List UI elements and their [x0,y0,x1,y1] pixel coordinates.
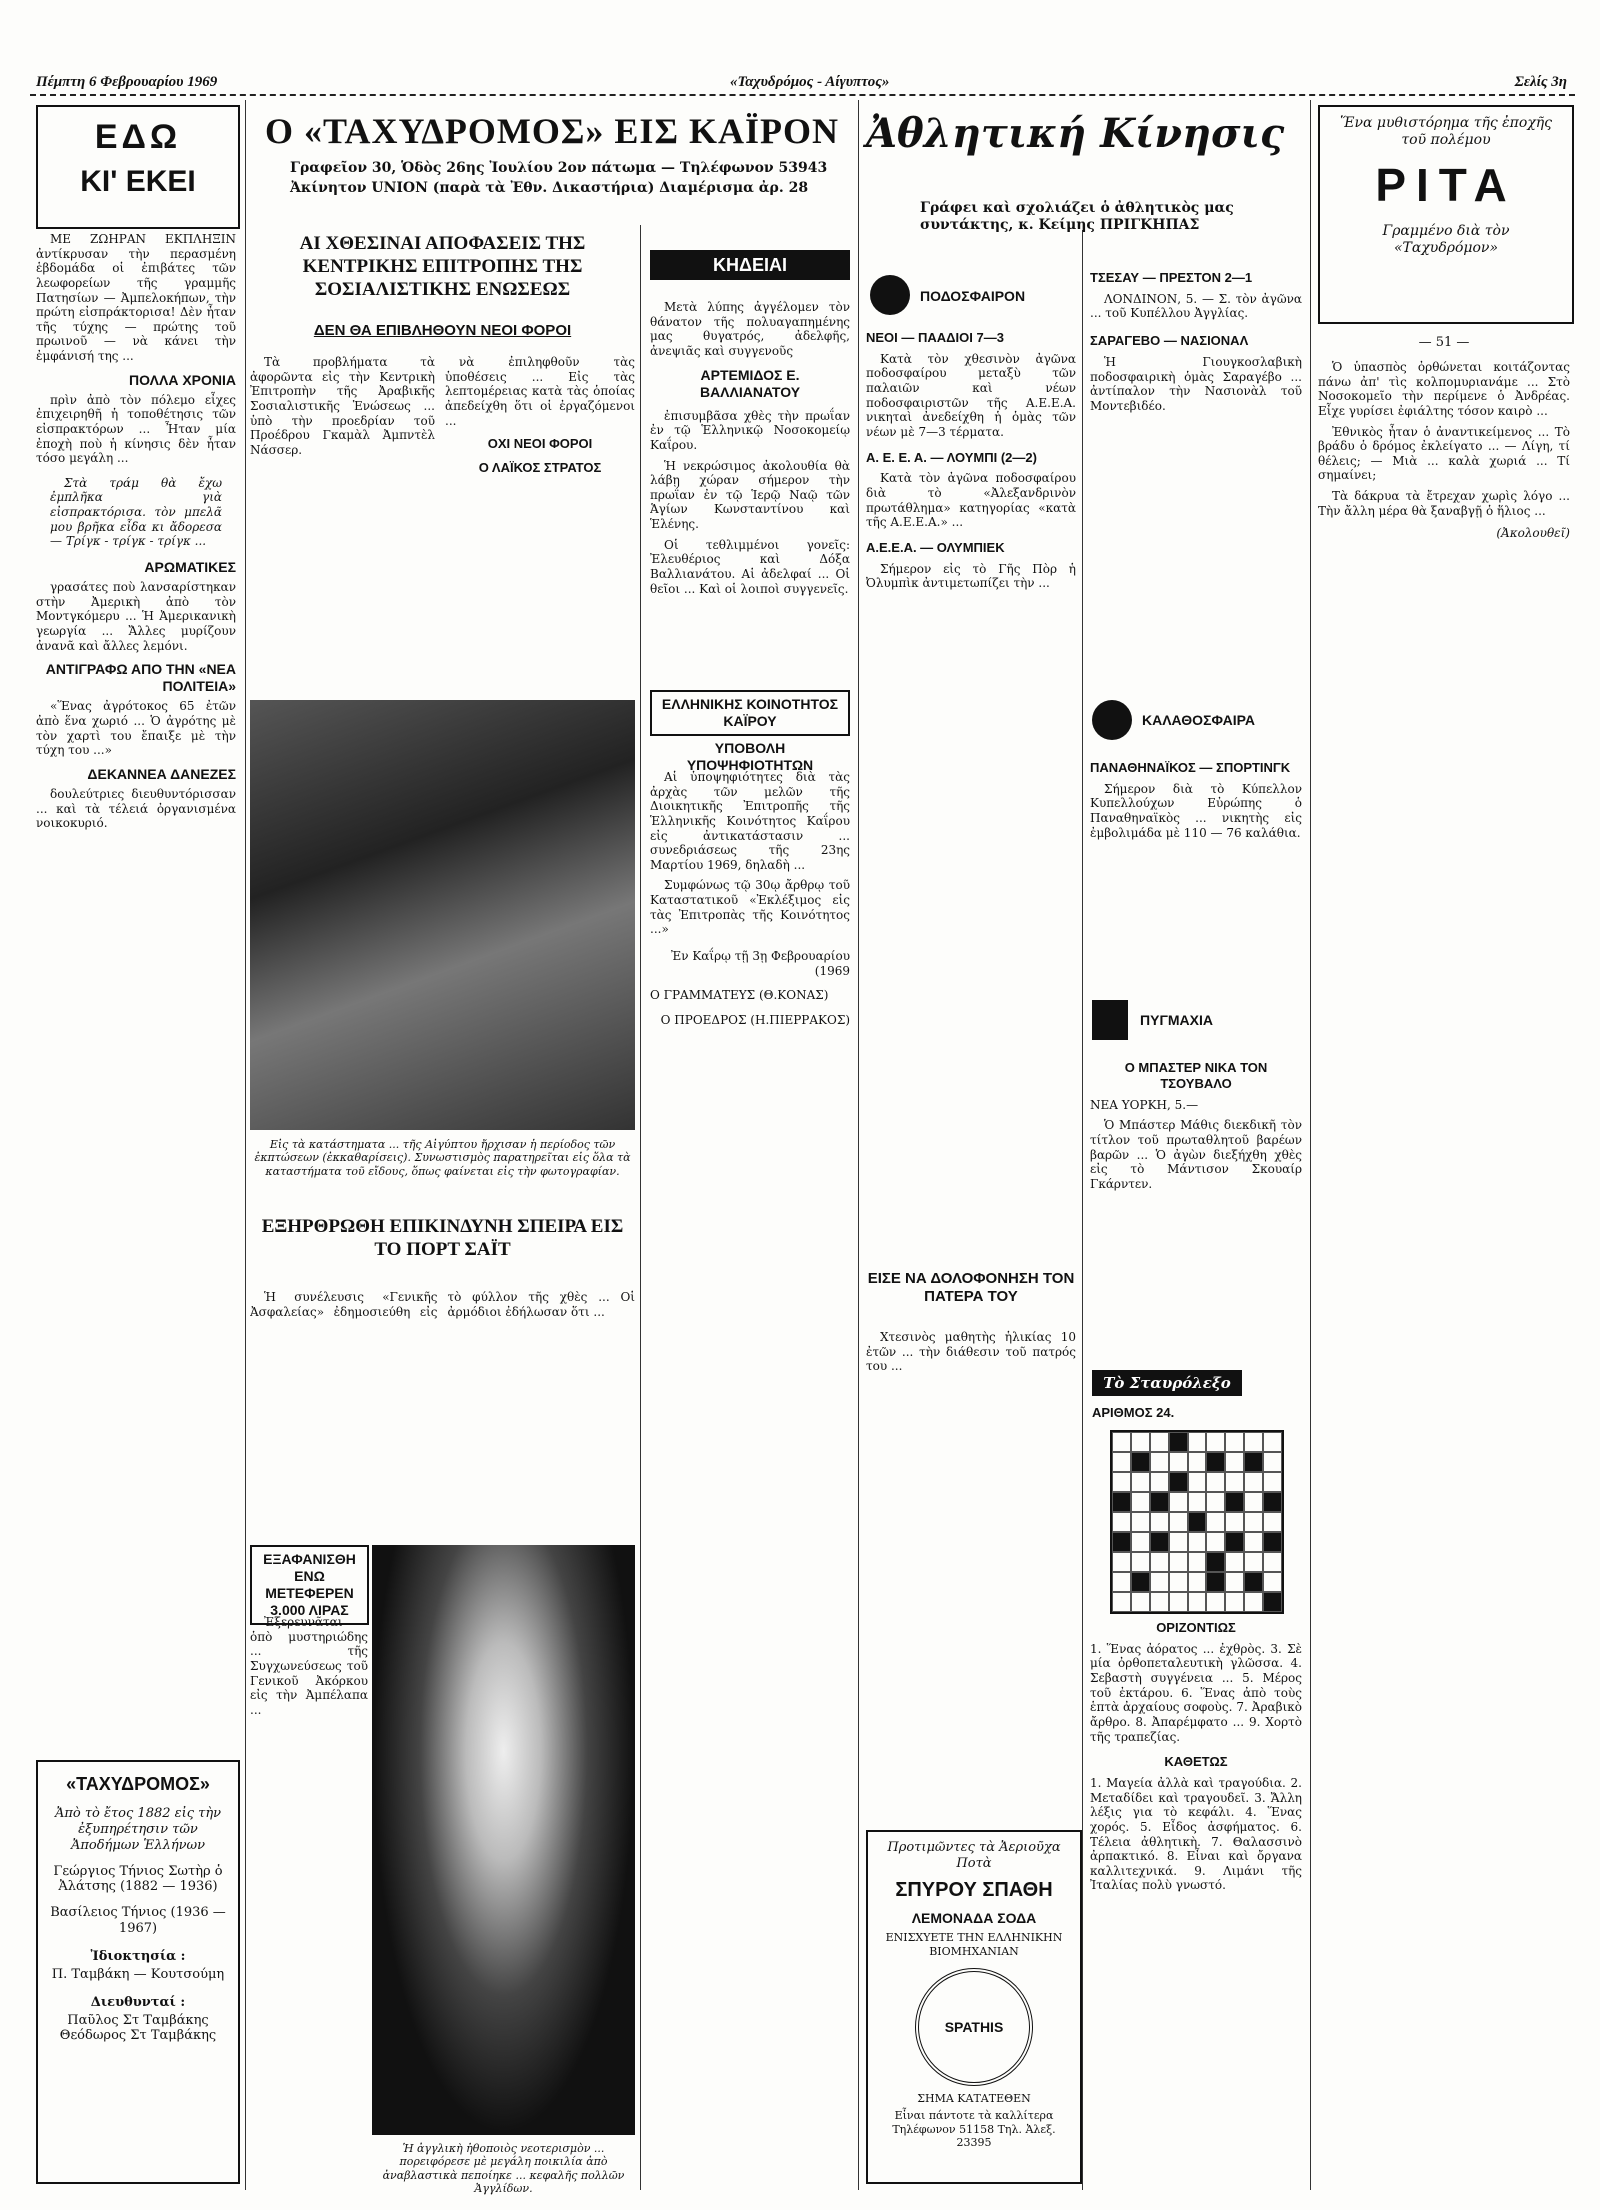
crossword-cell [1244,1472,1263,1492]
obituaries-heading: ΚΗΔΕΙΑΙ [650,250,850,280]
crossword-cell-black [1169,1472,1188,1492]
article-subheading: ΟΧΙ ΝΕΟΙ ΦΟΡΟΙ [487,436,593,452]
paragraph: Ἐξερευνᾶται ὁπὸ μυστηριώδης ... τῆς Συγχωνεύσεως τοῦ Γενικοῦ Ἀκόρκου εἰς τὴν Ἀμπέλαπα ... [250,1615,368,1717]
article-body [250,1290,635,1530]
crossword-cell [1244,1512,1263,1532]
match-title: ΤΣΕΣΑΥ — ΠΡΕΣΤΟΝ 2—1 [1090,270,1253,285]
poem: Στὰ τράμ θὰ ἔχω ἐμπλῆκα γιὰ εἰσπρακτόρισα. τὸν μπελᾶ μου βρῆκα εἶδα κι ἄδορεσα — Τρίγκ - τρίγκ - τρίγκ ... [50,475,222,549]
crossword-cell-black [1112,1532,1131,1552]
column-divider [640,225,641,2190]
publisher-since: Ἀπὸ τὸ ἔτος 1882 εἰς τὴν ἐξυπηρέτησιν τῶν Ἀποδήμων Ἑλλήνων [54,1805,222,1853]
boxing-glove-icon [1092,1000,1128,1040]
column-divider [1082,230,1083,2190]
paragraph: Ἡ Γιουγκοσλαβικὴ ποδοσφαιρικὴ ὁμὰς Σαραγέβο ... ἀντίπαλον τὴν Νασιονὰλ τοῦ Μοντεβιδέο. [1090,354,1302,413]
crossword-cell [1169,1572,1188,1592]
obituaries-body [650,300,850,670]
crossword-cell [1169,1592,1188,1612]
paragraph: Ἡ συνέλευσις «Γενικῆς Ἀσφαλείας» ἐδημοσιεύθη εἰς τὸ φύλλον τῆς χθὲς ... Οἱ ἀρμόδιοι ἐδήλωσαν ὅτι ... [250,1290,635,1319]
publisher-founder: Γεώργιος Τήνιος Σωτὴρ ὁ Ἀλάτσης (1882 — 1936) [53,1863,223,1895]
section-heading: ΑΝΤΙΓΡΑΦΩ ΑΠΟ ΤΗΝ «ΝΕΑ ΠΟΛΙΤΕΙΑ» [45,661,236,695]
ad-seal-logo: SPATHIS [915,1968,1033,2086]
paragraph: Χτεσινὸς μαθητὴς ἡλικίας 10 ἐτῶν ... τὴν διάθεσιν τοῦ πατρός του ... [866,1330,1076,1374]
serial-box [1318,105,1574,324]
match-title: ΝΕΟΙ — ΠΑΑΔΙΟΙ 7—3 [866,330,1004,345]
section-heading: ΑΡΩΜΑΤΙΚΕΣ [144,558,236,575]
owner-label: Ἰδιοκτησία : [90,1948,186,1964]
crossword-cell [1206,1512,1225,1532]
crossword-cell [1131,1512,1150,1532]
paragraph: Οἱ τεθλιμμένοι γονεῖς: Ἐλευθέριος καὶ Δόξα Βαλλιανάτου. Αἱ ἀδελφαί ... Οἱ θεῖοι ... Καὶ οἱ λοιποὶ συγγενεῖς. [650,537,850,596]
ad-footer: Εἶναι πάντοτε τὰ καλλίτερα Τηλέφωνον 51158 Τηλ. Ἀλεξ. 23395 [892,2109,1056,2150]
paragraph: ΜΕ ΖΩΗΡΑΝ ΕΚΠΛΗΞΙΝ ἀντίκρυσαν τὴν περασμένη ἑβδομάδα οἱ ἐπιβάτες τῶν λεωφορείων τῆς γραμμῆς Πατησίων — Ἀμπελοκήπων, τὴν πρώτη εἰσπράκτορισα! Δὲν ἦταν τῆς τύχης — πρώτης τοῦ πρωινοῦ — νὰ κάνει τὴν ἐμφάνισή της ... [36,232,236,363]
crowd-photo [250,700,635,1130]
column-divider [245,100,246,2190]
crossword-title: Τὸ Σταυρόλεξο [1092,1370,1242,1396]
crossword-cell [1206,1492,1225,1512]
paragraph: ΛΟΝΔΙΝΟΝ, 5. — Σ. τὸν ἀγῶνα ... τοῦ Κυπέλλου Ἀγγλίας. [1090,291,1302,321]
paragraph: Ὁ ὑπασπὸς ὀρθώνεται κοιτάζοντας πάνω ἀπ' τὶς κολπομυριανάμε ... Στὸ Νοσοκομεῖο τὴν περίμενε ὁ Ἀνδρέας. Εἶχε γυρίσει ἐφιάλτης τόσον καιρὸ ... [1318,360,1570,418]
article-body [866,1330,1076,1800]
crossword-cell-black [1150,1492,1169,1512]
publisher-second: Βασίλειος Τήνιος (1936 — 1967) [50,1905,226,1937]
sports-title: Ἀθλητική Κίνησις [866,110,1285,157]
masthead-date: Πέμπτη 6 Φεβρουαρίου 1969 [36,74,218,90]
crossword-cell-black [1263,1532,1282,1552]
crossword-cell [1244,1432,1263,1452]
crossword-cell-black [1244,1572,1263,1592]
article-subheading: Ο ΛΑΪΚΟΣ ΣΤΡΑΤΟΣ [478,459,602,475]
crossword-cell [1225,1452,1244,1472]
community-heading: ΕΛΛΗΝΙΚΗΣ ΚΟΙΝΟΤΗΤΟΣ ΚΑΪΡΟΥ [650,690,850,736]
crossword-cell [1188,1472,1207,1492]
crossword-cell [1225,1472,1244,1492]
crossword-cell-black [1131,1452,1150,1472]
section-heading: ΔΕΚΑΝΝΕΑ ΔΑΝΕΖΕΣ [87,765,236,782]
paragraph: Κατὰ τὸν ἀγῶνα ποδοσφαίρου διὰ τὸ «Ἀλεξανδρινὸν πρωτάθλημα» κατηγορίας «κατὰ τῆς Α.Ε.Ε.Α.» ... [866,471,1076,530]
paragraph: ἐπισυμβᾶσα χθὲς τὴν πρωΐαν ἐν τῷ Ἑλληνικῷ Νοσοκομείῳ Καΐρου. [650,408,850,452]
crossword-cell [1225,1572,1244,1592]
column-divider [1310,100,1311,2190]
crossword-cell [1263,1432,1282,1452]
banner-headline: Ο «ΤΑΧΥΔΡΟΜΟΣ» ΕΙΣ ΚΑΪΡΟΝ [265,111,839,151]
ad-intro: Προτιμῶντες τὰ Ἀεριοῦχα Ποτὰ [887,1840,1061,1871]
owner-name: Π. Ταμβάκη — Κουτσούμη [51,1966,225,1982]
crossword-cell [1131,1472,1150,1492]
crossword-grid [1110,1430,1284,1614]
paragraph: Συμφώνως τῷ 30ῳ ἄρθρῳ τοῦ Καταστατικοῦ «Ἐκλέξιμος εἰς τὰς Ἐπιτροπὰς τῆς Κοινότητος ...» [650,878,850,937]
basketball-heading: ΚΑΛΑΘΟΣΦΑΙΡΑ [1142,712,1255,728]
paragraph: Αἱ ὑποψηφιότητες διὰ τὰς ἀρχὰς τῶν μελῶν τῆς Διοικητικῆς Ἐπιτροπῆς τῆς Ἑλληνικῆς Κοινότητος Καΐρου εἰς ἀντικατάστασιν ... συνεδριάσεως τῆς 23ης Μαρτίου 1969, δηλαδὴ ... [650,770,850,872]
crossword-cell [1225,1592,1244,1612]
crossword-cell [1188,1552,1207,1572]
match-title: Ο ΜΠΑΣΤΕΡ ΝΙΚΑ ΤΟΝ ΤΣΟΥΒΑΛΟ [1124,1060,1268,1091]
crossword-clues [1090,1620,1302,2180]
article-body [250,1615,368,2175]
crossword-cell-black [1225,1532,1244,1552]
football-body [866,330,1076,990]
crossword-cell [1263,1452,1282,1472]
paragraph: Κατὰ τὸν χθεσινὸν ἀγῶνα ποδοσφαίρου μεταξὺ τῶν παλαιῶν καὶ νέων ποδοσφαιριστῶν τῆς Α.Ε.Ε.Α. νικηταὶ ἀνεδείχθη ἡ ὁμὰς τῶν νέων μὲ 7—3 τέρματα. [866,351,1076,439]
crossword-cell [1150,1472,1169,1492]
crossword-cell [1225,1432,1244,1452]
crossword-cell [1263,1572,1282,1592]
community-secretary: Ο ΓΡΑΜΜΑΤΕΥΣ (Θ.ΚΟΝΑΣ) [650,988,829,1003]
crossword-cell [1244,1592,1263,1612]
crossword-cell [1244,1552,1263,1572]
crossword-cell [1150,1572,1169,1592]
match-title: Α. Ε. Ε. Α. — ΛΟΥΜΠΙ (2—2) [866,449,1037,465]
crossword-cell [1112,1452,1131,1472]
paragraph: «Ἕνας ἀγρότοκος 65 ἐτῶν ἀπὸ ἕνα χωριό ... Ὁ ἀγρότης μὲ τὸν χαρτὶ του ἔπαιξε μὲ τὴν τύχη του ...» [36,699,236,758]
article-body [445,355,635,685]
paragraph: Τὰ δάκρυα τὰ ἔτρεχαν χωρὶς λόγο ... Τὴν ἄλλη μέρα θὰ ξαναβγῇ ὁ ἥλιος ... [1318,489,1570,518]
crossword-cell [1112,1432,1131,1452]
basketball-body [1090,760,1302,980]
boxing-heading: ΠΥΓΜΑΧΙΑ [1140,1012,1213,1028]
clues-across: 1. Ἕνας ἀόρατος ... ἐχθρὸς. 3. Σὲ μία ὀρθοπεταλευτικὴ γλῶσσα. 4. Σεβαστὴ συγγένεια ... 5. Μέρος τοῦ ἐκτάρου. 6. Ἕνας ἀπὸ τοὺς ἑπτὰ ἀρχαίους σοφοὺς. 7. Ἀραβικὸ ἄρθρο. 8. Ἀπαρέμφατο ... 9. Χορτὸ τῆς τραπεζίας. [1090,1641,1302,1744]
serial-title: ΡΙΤΑ [1375,159,1517,212]
crossword-cell [1206,1592,1225,1612]
publisher-box [36,1760,240,2184]
football-icon [870,275,910,315]
boxing-body [1090,1060,1302,1360]
dateline: ΝΕΑ ΥΟΡΚΗ, 5.— [1090,1097,1199,1112]
deceased-name: ΑΡΤΕΜΙΔΟΣ Ε. ΒΑΛΛΙΑΝΑΤΟΥ [699,366,801,400]
crossword-cell [1169,1532,1188,1552]
crossword-cell [1244,1492,1263,1512]
basketball-icon [1092,700,1132,740]
crossword-cell-black [1263,1492,1282,1512]
clues-across-heading: ΟΡΙΖΟΝΤΙΩΣ [1156,1620,1236,1635]
crossword-cell-black [1169,1432,1188,1452]
ad-brand: ΣΠΥΡΟΥ ΣΠΑΘΗ [895,1878,1053,1901]
crossword-cell [1263,1552,1282,1572]
crossword-cell [1188,1532,1207,1552]
directors-names: Παῦλος Στ Ταμβάκης Θεόδωρος Στ Ταμβάκης [59,2012,217,2044]
masthead-paper: «Ταχυδρόμος - Αίγυπτος» [730,74,890,90]
crossword-cell-black [1206,1452,1225,1472]
community-date: Ἐν Καΐρῳ τῇ 3ῃ Φεβρουαρίου (1969 [670,948,850,978]
column-title-line2: ΚΙ' ΕΚΕΙ [80,165,196,199]
crossword-cell-black [1206,1572,1225,1592]
crossword-cell [1150,1452,1169,1472]
crossword-cell [1112,1552,1131,1572]
crossword-cell [1112,1512,1131,1532]
advertisement [866,1830,1082,2184]
crossword-cell [1225,1552,1244,1572]
paragraph: Μετὰ λύπης ἀγγέλομεν τὸν θάνατον τῆς πολυαγαπημένης μας θυγατρός, ἀδελφῆς, ἀνεψιᾶς καὶ συγγενοῦς [650,300,850,358]
serial-promo: Ἕνα μυθιστόρημα τῆς ἐποχῆς τοῦ πολέμου [1339,115,1553,149]
paragraph: Σήμερον διὰ τὸ Κύπελλον Κυπελλούχων Εὐρώπης ὁ Παναθηναϊκὸς ... νικητὴς εἰς ἐμβολιμάδα μὲ 110 — 76 καλάθια. [1090,781,1302,840]
crossword-cell [1188,1572,1207,1592]
community-body [650,770,850,1570]
crossword-cell [1131,1432,1150,1452]
crossword-cell [1112,1472,1131,1492]
crossword-cell [1206,1432,1225,1452]
crossword-cell [1225,1512,1244,1532]
office-line2: Ἀκίνητον UNION (παρὰ τὰ Ἐθν. Δικαστήρια) Διαμέρισμα ἀρ. 28 [290,180,809,196]
article-headline: ΕΞΗΡΘΡΩΘΗ ΕΠΙΚΙΝΔΥΝΗ ΣΠΕΙΡΑ ΕΙΣ ΤΟ ΠΟΡΤ ΣΑΪΤ [261,1216,624,1261]
serial-body [1318,360,1570,2160]
crossword-cell [1150,1552,1169,1572]
crossword-cell [1263,1512,1282,1532]
paragraph: Ἐθνικὸς ἦταν ὁ ἀναντικείμενος ... Τὸ βράδυ ὁ δρόμος ἐκλείγατο ... — Λίγη, τί θέλεις; — Μιὰ ... καλὰ χωριά ... Τί σημαίνει; [1318,424,1570,483]
ad-trademark: ΣΗΜΑ ΚΑΤΑΤΕΘΕΝ [917,2092,1031,2105]
crossword-cell-black [1150,1532,1169,1552]
office-line1: Γραφεῖον 30, Ὁδὸς 26ης Ἰουλίου 2ον πάτωμα — Τηλέφωνον 53943 [290,160,828,176]
portrait-caption: Ἡ ἀγγλικὴ ἠθοποιὸς νεοτερισμὸν ... πορειφόρεσε μὲ μεγάλη ποικιλία ἀπὸ ἀναβλαστικὰ πεποίηκε ... κεφαλῆς πολλῶν Ἀγγλίδων. [382,2142,625,2196]
directors-label: Διευθυνταί : [90,1994,186,2010]
crossword-number: ΑΡΙΘΜΟΣ 24. [1092,1405,1175,1420]
paragraph: νὰ ἐπιληφθοῦν τὰς ὑποθέσεις ... Εἰς τὰς λεπτομέρειας κατὰ τὰς ὁποίας ἀπεδείχθη ὅτι οἱ ἐργαζόμενοι ... [445,355,635,428]
article-headline: ΑΙ ΧΘΕΣΙΝΑΙ ΑΠΟΦΑΣΕΙΣ ΤΗΣ ΚΕΝΤΡΙΚΗΣ ΕΠΙΤΡΟΠΗΣ ΤΗΣ ΣΟΣΙΑΛΙΣΤΙΚΗΣ ΕΝΩΣΕΩΣ [299,233,586,301]
crossword-cell [1206,1532,1225,1552]
crossword-cell [1188,1592,1207,1612]
chapter-number: — 51 — [1418,335,1470,350]
clues-down: 1. Μαγεία ἀλλὰ καὶ τραγούδια. 2. Μεταδίδει καὶ τραγουδεῖ. 3. Ἄλλη λέξις για τὸ κεφάλι. 4. Ἕνας χορός. 5. Εἶδος ἀσφήματος. 6. Τέλεια ἀθλητικὴ. 7. Θαλασσινὸ ἀρπακτικό. 8. Εἶναι καὶ ὄργανα καλλιτεχνικά. 9. Λιμάνι τῆς Ἰταλίας πολὺ γνωστό. [1090,1776,1302,1893]
crossword-cell [1169,1512,1188,1532]
crossword-cell [1150,1512,1169,1532]
match-title: ΣΑΡΑΓΕΒΟ — ΝΑΣΙΟΝΑΛ [1090,333,1249,349]
crossword-cell [1112,1572,1131,1592]
crossword-cell [1131,1592,1150,1612]
masthead-page: Σελίς 3η [1514,74,1567,90]
sports-results [1090,270,1302,680]
community-president: Ο ΠΡΟΕΔΡΟΣ (Η.ΠΙΕΡΡΑΚΟΣ) [660,1012,850,1027]
publisher-title: «ΤΑΧΥΔΡΟΜΟΣ» [66,1774,210,1794]
paragraph: Ὁ Μπάστερ Μάθις διεκδικῆ τὸν τίτλον τοῦ πρωταθλητοῦ βαρέων βαρῶν ... Ὁ ἀγὼν διεξήχθη χθὲς εἰς τὸ Μάντισον Σκουαίρ Γκάρντεν. [1090,1118,1302,1191]
crossword-cell [1131,1492,1150,1512]
crossword-cell-black [1263,1592,1282,1612]
paragraph: πρὶν ἀπὸ τὸν πόλεμο εἶχες ἐπιχειρηθῆ ἡ τοποθέτησις τῶν εἰσπρακτόρων ... Ἦταν μία ἐποχὴ ποὺ ἡ κίνησις δὲν ἦταν τόσο μεγάλη ... [36,392,236,466]
portrait-photo [372,1545,635,2135]
crossword-cell [1263,1472,1282,1492]
column-edo-ki-ekei [36,232,236,1702]
crossword-cell [1188,1492,1207,1512]
crossword-cell [1169,1492,1188,1512]
crossword-cell-black [1188,1512,1207,1532]
crossword-cell-black [1206,1552,1225,1572]
serial-subtitle: Γραμμένο διὰ τὸν «Ταχυδρόμον» [1382,223,1510,257]
sports-byline: Γράφει καὶ σχολιάζει ὁ ἀθλητικὸς μας συντάκτης, κ. Κείμης ΠΡΙΓΚΗΠΑΣ [920,200,1234,234]
crossword-cell [1150,1592,1169,1612]
crossword-cell [1188,1432,1207,1452]
football-heading: ΠΟΔΟΣΦΑΙΡΟΝ [920,288,1026,304]
article-headline-box: ΕΞΑΦΑΝΙΣΘΗ ΕΝΩ ΜΕΤΕΦΕΡΕΝ 3.000 ΛΙΡΑΣ [250,1545,369,1625]
ad-product: ΛΕΜΟΝΑΔΑ ΣΟΔΑ [911,1910,1037,1927]
to-be-continued: (Ἀκολουθεῖ) [1496,526,1570,541]
section-heading: ΠΟΛΛΑ ΧΡΟΝΙΑ [129,371,236,388]
ad-slogan: ΕΝΙΣΧΥΕΤΕ ΤΗΝ ΕΛΛΗΝΙΚΗΝ ΒΙΟΜΗΧΑΝΙΑΝ [885,1931,1063,1958]
paragraph: γρασάτες ποὺ λανσαρίστηκαν στὴν Ἀμερικὴ ἀπὸ τὸν Μοντγκόμερυ ... Ἡ Ἀμερικανικὴ γεωργία ... Ἄλλες μυρίζουν ἀνανᾶ καὶ ἄλλες λεμόνι. [36,580,236,653]
clues-down-heading: ΚΑΘΕΤΩΣ [1164,1754,1228,1770]
crossword-cell-black [1112,1492,1131,1512]
masthead [30,70,1575,96]
column-title-box [36,105,240,229]
crossword-cell-black [1225,1492,1244,1512]
community-subheading: ΥΠΟΒΟΛΗ ΥΠΟΨΗΦΙΟΤΗΤΩΝ [686,740,814,774]
crossword-cell [1244,1532,1263,1552]
article-body [250,355,435,685]
column-divider [858,100,859,2190]
match-title: ΠΑΝΑΘΗΝΑΪΚΟΣ — ΣΠΟΡΤΙΝΓΚ [1090,760,1291,775]
article-headline: ΕΙΣΕ ΝΑ ΔΟΛΟΦΟΝΗΣΗ ΤΟΝ ΠΑΤΕΡΑ ΤΟΥ [867,1270,1075,1306]
crossword-cell [1206,1472,1225,1492]
paragraph: Σήμερον εἰς τὸ Γῆς Πὸρ ἡ Ὀλυμπὶκ ἀντιμετωπίζει τὴν ... [866,561,1076,591]
crossword-cell [1169,1452,1188,1472]
crossword-cell-black [1244,1452,1263,1472]
match-title: Α.Ε.Ε.Α. — ΟΛΥΜΠΙΕΚ [866,539,1005,555]
crossword-cell [1131,1552,1150,1572]
crossword-cell [1150,1432,1169,1452]
photo-caption: Εἰς τὰ κατάστηματα ... τῆς Αἰγύπτου ἤρχισαν ἡ περίοδος τῶν ἐκπτώσεων (ἐκκαθαρίσεις). Συνωστισμὸς παρατηρεῖται εἰς ὅλα τὰ καταστήματα τοῦ εἴδους, ὅπως φαίνεται εἰς τὴν φωτογραφίαν. [254,1138,631,1178]
paragraph: δουλεύτριες διευθυντόρισσαν ... καὶ τὰ τέλειά ὀργανισμένα νοικοκυριό. [36,786,236,831]
crossword-cell [1169,1552,1188,1572]
column-title-line1: ΕΔΩ [94,118,182,156]
crossword-cell [1188,1452,1207,1472]
article-subheadline: ΔΕΝ ΘΑ ΕΠΙΒΛΗΘΟΥΝ ΝΕΟΙ ΦΟΡΟΙ [313,322,572,339]
crossword-cell [1131,1532,1150,1552]
paragraph: Τὰ προβλήματα τὰ ἀφορῶντα εἰς τὴν Κεντρικὴ Ἐπιτροπὴν τῆς Ἀραβικῆς Σοσιαλιστικῆς Ἑνώσεως ... ὑπὸ τὴν προεδρίαν τοῦ Προέδρου Γκαμὰλ Ἀμπντὲλ Νάσσερ. [250,355,435,457]
paragraph: Ἡ νεκρώσιμος ἀκολουθία θὰ λάβῃ χώραν σήμερον τὴν πρωΐαν ἐν τῷ Ἱερῷ Ναῷ τῶν Ἁγίων Κωνσταντίνου καὶ Ἑλένης. [650,458,850,532]
crossword-cell [1112,1592,1131,1612]
crossword-cell-black [1131,1572,1150,1592]
